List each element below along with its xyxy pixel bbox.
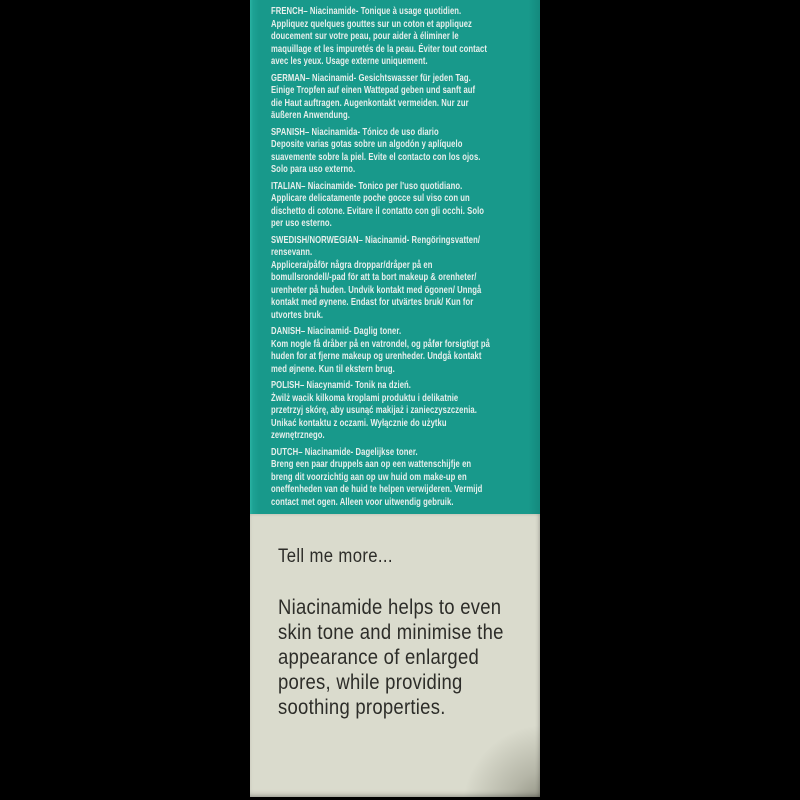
language-line: rensevann. <box>271 246 313 258</box>
language-line: zewnętrznego. <box>271 429 325 441</box>
language-line: die Haut auftragen. Augenkontakt vermeiden. Nur zur <box>271 96 469 109</box>
language-section-french <box>271 5 532 68</box>
multilingual-directions-panel <box>250 0 540 514</box>
language-line: Appliquez quelques gouttes sur un coton et appliquez <box>271 17 472 30</box>
multilingual-panel-text <box>271 5 532 512</box>
language-section-polish <box>271 379 532 442</box>
language-section-swedish-norwegian <box>271 234 532 322</box>
language-line: DANISH– Niacinamid- Daglig toner. <box>271 325 402 337</box>
language-line: przetrzyj skórę, aby usunąć makijaż i zanieczyszczenia. <box>271 404 477 416</box>
language-line: urenheter på huden. Undvik kontakt med ögonen/ Unngå <box>271 283 482 296</box>
benefit-line: soothing properties. <box>278 696 446 719</box>
language-line: Unikać kontaktu z oczami. Wyłącznie do użytku <box>271 416 447 429</box>
language-section-danish <box>271 325 532 375</box>
language-section-german <box>271 72 532 122</box>
language-line: contact met ogen. Alleen voor uitwendig gebruik. <box>271 495 454 508</box>
language-line: maquillage et les impuretés de la peau. Éviter tout contact <box>271 42 488 55</box>
language-line: äußeren Anwendung. <box>271 109 350 121</box>
language-line: suavemente sobre la piel. Evite el contacto con los ojos. <box>271 150 481 163</box>
language-line: huden for at fjerne makeup og urenheder. Undgå kontakt <box>271 350 482 362</box>
benefit-line: Niacinamide helps to even <box>278 596 502 619</box>
language-section-italian <box>271 180 532 230</box>
benefit-line: appearance of enlarged <box>278 646 480 669</box>
language-line: breng dit voorzichtig aan op uw huid om make-up en <box>271 470 467 483</box>
language-line: doucement sur votre peau, pour aider à éliminer le <box>271 30 459 42</box>
language-section-spanish <box>271 126 532 176</box>
language-line: per uso esterno. <box>271 217 332 229</box>
language-line: Żwilż wacik kilkoma kroplami produktu i delikatnie <box>271 391 459 404</box>
language-line: utvortes bruk. <box>271 308 324 321</box>
benefit-text <box>278 595 533 720</box>
language-line: dischetto di cotone. Evitare il contatto con gli occhi. Solo <box>271 204 485 217</box>
benefit-line: skin tone and minimise the <box>278 621 504 644</box>
language-line: GERMAN– Niacinamid- Gesichtswasser für jeden Tag. <box>271 71 471 84</box>
info-panel <box>250 514 540 797</box>
language-line: bomullsrondell/-pad för att ta bort makeup & orenheter/ <box>271 271 477 283</box>
language-line: kontakt med øynene. Endast for utvärtes bruk/ Kun for <box>271 296 474 308</box>
language-line: SPANISH– Niacinamida- Tónico de uso diario <box>271 125 439 138</box>
language-line: Kom nogle få dråber på en vatrondel, og påfør forsigtigt på <box>271 337 490 350</box>
info-panel-text <box>278 545 533 720</box>
language-line: Einige Tropfen auf einen Wattepad geben und sanft auf <box>271 84 476 96</box>
language-line: Breng een paar druppels aan op een wattenschijfje en <box>271 458 472 470</box>
language-section-dutch <box>271 446 532 509</box>
benefit-line: pores, while providing <box>278 671 463 694</box>
language-line: Deposite varias gotas sobre un algodón y aplíquelo <box>271 138 463 150</box>
language-line: med øjnene. Kun til ekstern brug. <box>271 362 395 375</box>
language-line: POLISH– Niacynamid- Tonik na dzień. <box>271 379 411 391</box>
language-line: ITALIAN– Niacinamide- Tonico per l'uso quotidiano. <box>271 179 463 192</box>
language-line: Applicera/påför några droppar/dråper på en <box>271 258 433 271</box>
language-line: oneffenheden van de huid te helpen verwijderen. Vermijd <box>271 483 483 495</box>
language-line: FRENCH– Niacinamide- Tonique à usage quotidien. <box>271 5 462 17</box>
product-box <box>250 0 540 797</box>
language-line: SWEDISH/NORWEGIAN– Niacinamid- Rengöringsvatten/ <box>271 233 481 246</box>
language-line: Applicare delicatamente poche gocce sul viso con un <box>271 192 470 204</box>
tell-me-more-heading: Tell me more... <box>278 546 393 567</box>
language-line: DUTCH– Niacinamide- Dagelijkse toner. <box>271 445 418 458</box>
language-line: Solo para uso externo. <box>271 163 356 175</box>
language-line: avec les yeux. Usage externe uniquement. <box>271 55 428 67</box>
